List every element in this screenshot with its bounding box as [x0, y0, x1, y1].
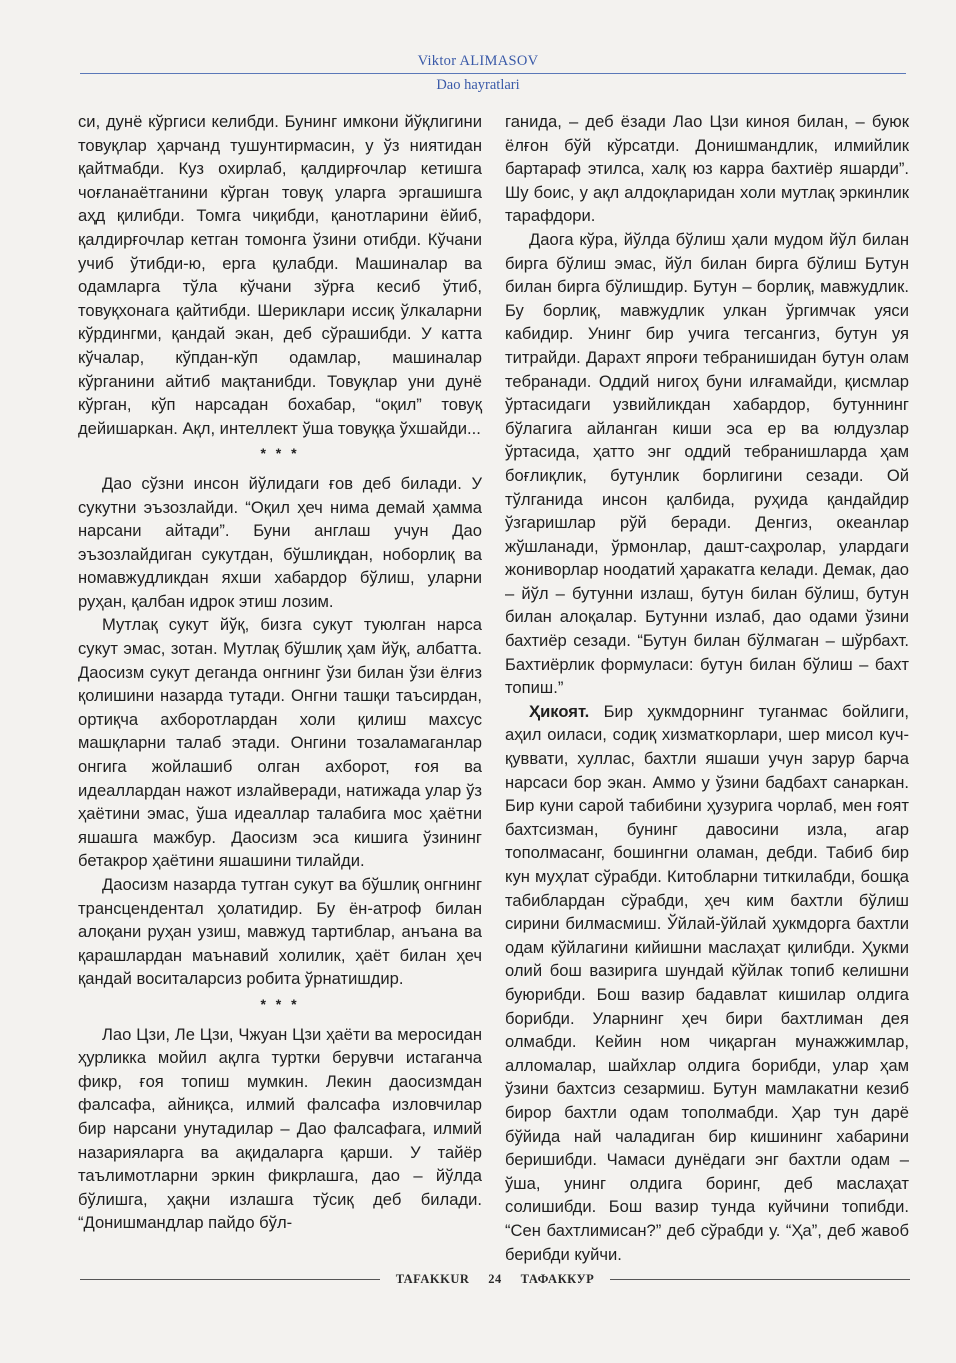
- paragraph: Даосизм назарда тутган сукут ва бўшлиқ онгнинг трансцендентал ҳолатидир. Бу ён-атроф билан алоқани руҳан узиш, мавжуд тартиблар, анъана ва қарашлардан маънавий холилик, ҳаёт билан ҳеч қандай воситаларсиз робита ўрнатишдир.: [78, 875, 482, 989]
- footer-magazine-cyrillic: ТАФАККУР: [520, 1271, 595, 1286]
- paragraph: си, дунё кўргиси келибди. Бунинг имкони йўқлигини товуқлар ҳарчанд тушунтирмасин, у ўз ниятидан қайтмабди. Куз охирлаб, қалдирғочлар кетишга чоғланаётганини кўрган товуқ уларга эргашишга аҳд қилибди. Томга чиқибди, қанотларини ёйиб, қалдирғочлар кетган томонга ўзини отибди. Кўчани учиб ўтибди-ю, ерга қулабди. Машиналар ва одамларга тўла кўчани зўрға кесиб ўтиб, товуқхонага қайтибди. Шериклари иссиқ ўлкаларни кўрдингми, қандай экан, деб сўрашибди. У катта кўчалар, кўпдан-кўп одамлар, машиналар кўрганини айтиб мақтанибди. Товуқлар уни дунё кўрган, кўп нарсадан бохабар, “оқил” товуқ дейишаркан. Ақл, интеллект ўша товуққа ўхшайди...: [78, 112, 482, 438]
- right-column: [505, 110, 909, 1266]
- paragraph: Дао сўзни инсон йўлидаги ғов деб билади. У сукутни эъзозлайди. “Оқил ҳеч нима демай ҳамма нарсани айтади”. Буни англаш учун Дао эъзозлайдиган сукутдан, бўшлиқдан, ноборлиқ ва номавжудликдан яхши хабардор бўлиш, уларни руҳан, қалбан идрок этиш лозим.: [78, 473, 482, 611]
- section-separator: * * *: [260, 445, 300, 462]
- header-author: Viktor ALIMASOV: [417, 53, 539, 69]
- footer-rule-right: [610, 1279, 910, 1280]
- header-subtitle: Dao hayratlari: [436, 77, 520, 93]
- section-separator: * * *: [260, 995, 300, 1012]
- story-lead: Ҳикоят.: [529, 701, 590, 721]
- left-column: [78, 110, 482, 1235]
- story-paragraph: [505, 700, 909, 1266]
- footer-magazine-latin: TAFAKKUR: [395, 1271, 470, 1286]
- footer-rule-left: [80, 1279, 380, 1280]
- paragraph: ганида, – деб ёзади Лао Цзи киноя билан, – буюк ёлғон бўй кўрсатди. Донишмандлик, илмийлик бартараф этилса, халқ юз карра бахтиёр яшарди”. Шу боис, у ақл алдоқларидан холи мутлақ эркинлик тарафдори.: [505, 112, 909, 226]
- page-footer: [80, 1268, 910, 1290]
- paragraph: Мутлақ сукут йўқ, бизга сукут туюлган нарса сукут эмас, зотан. Мутлақ бўшлиқ ҳам йўқ, албатта. Даосизм сукут деганда онгнинг ўзи билан ўзи ёлғиз қолишини назарда тутади. Онгни ташқи таъсирдан, ортиқча ахборотлардан холи қилиш махсус машқларни талаб этади. Онгини тозаламаганлар онгига жойлашиб олган ахборот, ғоя ва идеаллардан нажот излайверади, натижада улар ўз ҳаётини эмас, ўша идеаллар талабига мос ҳаётни яшашга мажбур. Даосизм эса кишига ўзининг бетакрор ҳаётини яшашини тилайди.: [78, 615, 482, 871]
- paragraph: Лао Цзи, Ле Цзи, Чжуан Цзи ҳаёти ва меросидан ҳурликка мойил ақлга туртки берувчи истаганча фикр, ғоя топиш мумкин. Лекин даосизмдан фалсафа, айниқса, илмий фалсафа изловчилар бир нарсани унутадилар – Дао фалсафага, илмий назарияларга ва ақидаларга қарши. У тайёр таълимотларни эркин фикрлашга, дао – йўлда бўлишга, ҳақни излашга тўсиқ деб билади. “Донишмандлар пайдо бўл-: [78, 1024, 482, 1233]
- page-number: 24: [488, 1271, 502, 1286]
- footer-label: [380, 1272, 611, 1287]
- header-rule: [80, 73, 906, 74]
- story-text: Бир ҳукмдорнинг туганмас бойлиги, аҳил оиласи, содиқ хизматкорлари, шер мисол куч-қуввати, хуллас, бахтли яшаши учун зарур барча нарсаси бор экан. Аммо у ўзини бадбахт санаркан. Бир куни сарой табибини ҳузурига чорлаб, мен ғоят бахтсизман, бунинг давосини изла, агар тополмасанг, бошингни оламан, дебди. Табиб бир кун муҳлат сўрабди. Китобларни титкилабди, бошқа табиблардан сўрабди, ҳеч ким бахтли бўлиш сирини билмасмиш. Ўйлай-ўйлай ҳукмдорга бахтли одам кўйлагини кийишни маслаҳат қилибди. Ҳукми олий бош вазирига шундай кўйлак топиб келишни буюрибди. Бош вазир бадавлат кишилар олдига борибди. Уларнинг ҳеч бири бахтлиман дея олмабди. Кейин ном чиқарган мунажжимлар, алломалар, шайхлар олдига борибди, улар ҳам ўзини бахтсиз сезармиш. Бутун мамлакатни кезиб бирор бахтли одам тополмабди. Ҳар тун дарё бўйида най чаладиган бир кишининг хабарини беришибди. Чамаси дунёдаги энг бахтли одам – ўша, унинг олдига боринг, деб маслаҳат солишибди. Бош вазир тунда куйчини топибди. “Сен бахтлимисан?” деб сўрабди у. “Ҳа”, деб жавоб берибди куйчи.: [505, 701, 909, 1264]
- paragraph: Даога кўра, йўлда бўлиш ҳали мудом йўл билан бирга бўлиш эмас, йўл билан бирга бўлиш Бутун билан бирга бўлишдир. Бутун – борлиқ, мавжудлик. Бу борлиқ, мавжудлик улкан ўргимчак уяси кабидир. Унинг бир учига тегсангиз, бутун уя титрайди. Дарахт япроғи тебранишидан бутун олам тебранади. Оддий нигоҳ буни илғамайди, қисмлар ўртасидаги узвийликдан хабардор, бутуннинг бўлагига айланган киши эса ер ва юлдузлар ўртасида, ҳаттo энг оддий тебранишларда ҳам боғлиқлик, бутунлик борлигини сезади. Ой тўлганида инсон қалбида, руҳида қандайдир ўзгаришлар рўй беради. Денгиз, океанлар жўшланади, ўрмонлар, дашт-саҳролар, улардаги жониворлар ноодатий ҳаракатга келади. Демак, дао – йўл – бутунни излаш, бутун билан бўлиш, бутун билан алоқалар. Бутунни излаб, дао одами ўзини бахтиёр сезади. “Бутун билан бўлмаган – шўрбахт. Бахтиёрлик формуласи: бутун билан бўлиш – бахт топиш.”: [505, 229, 909, 698]
- running-header: [0, 52, 956, 93]
